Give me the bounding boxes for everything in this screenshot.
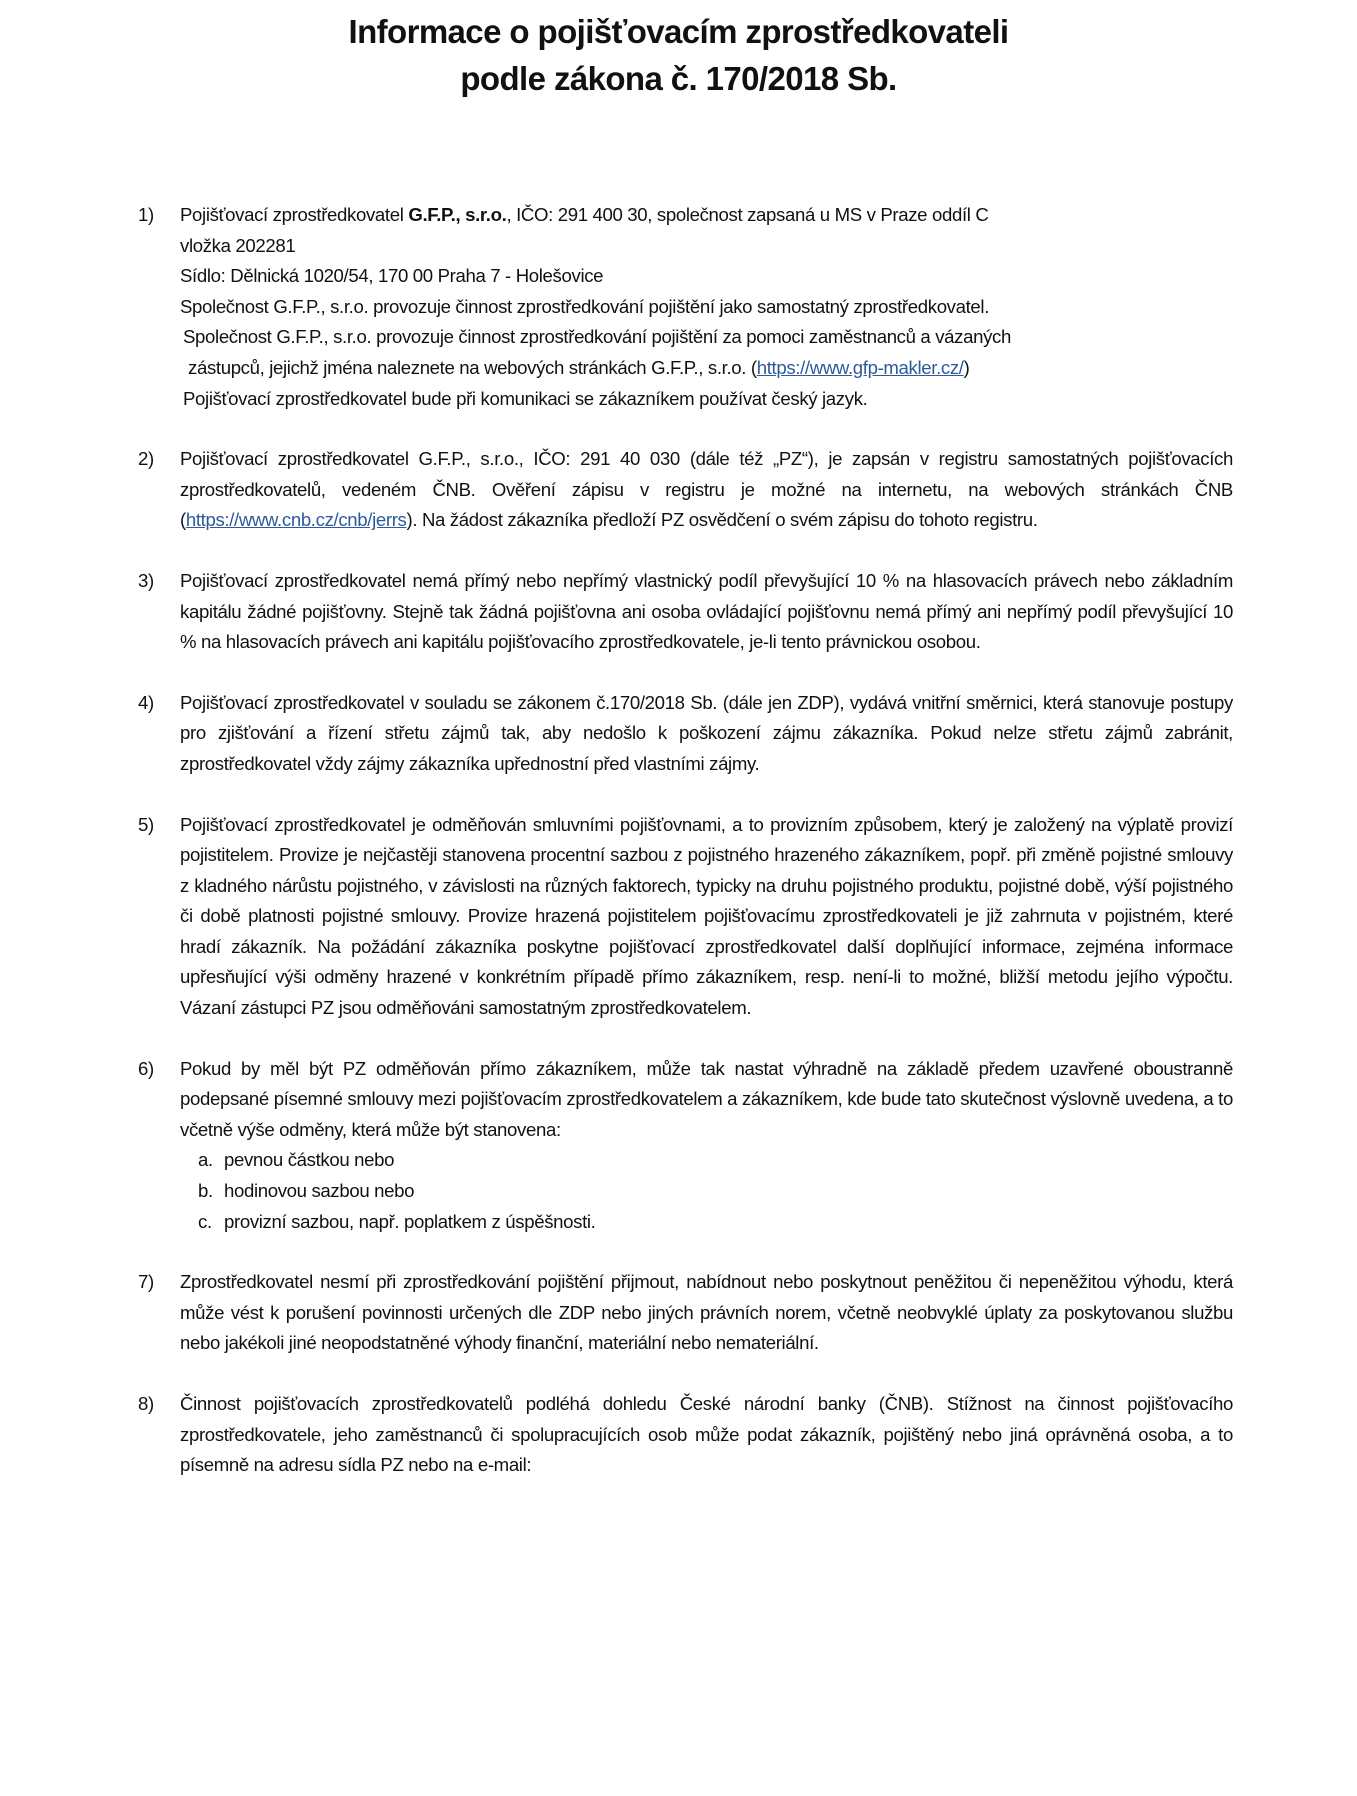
item-number: 8) [138,1393,154,1414]
item-number: 5) [138,813,154,835]
title-line-1: Informace o pojišťovacím zprostředkovateli [348,13,1009,50]
sub-item-a: a. pevnou částkou nebo [198,1149,395,1171]
item-1-line-2: vložka 202281 [180,234,296,256]
list-item-2 [138,444,1233,536]
item-1-address: Sídlo: Dělnická 1020/54, 170 00 Praha 7 - Holešovice [180,265,604,287]
cnb-registry-link[interactable]: https://www.cnb.cz/cnb/jerrs [185,509,407,531]
item-number: 6) [138,1057,154,1079]
list-item-7 [138,1267,1233,1359]
document-title [0,8,1357,102]
company-name: G.F.P., s.r.o. [408,204,507,225]
item-number: 3) [138,569,154,591]
item-number: 4) [138,691,154,713]
sub-item-b: b. hodinovou sazbou nebo [198,1180,415,1202]
item-1-line-6: zástupců, jejichž jména naleznete na webových stránkách G.F.P., s.r.o. (https://www.gfp-makler.cz/) [188,356,970,378]
item-2-text-pre: Pojišťovací zprostředkovatel G.F.P., s.r.o., IČO: 291 40 030 (dále též „PZ“), je zapsán v registru samostatných pojišťovacích zprostředkovatelů, vedeném ČNB. Ověření zápisu v registru je možné na internetu, na webových stránkách ČNB ( [180,448,1233,531]
item-8-text: Činnost pojišťovacích zprostředkovatelů podléhá dohledu České národní banky (ČNB). Stížnost na činnost pojišťovacího zprostředkovatele, jeho zaměstnanců či spolupracujících osob může podat zákazník, pojištěný nebo jiná oprávněná osoba, a to písemně na adresu sídla PZ nebo na e-mail: [180,1393,1233,1476]
item-2-text-post: ). Na žádost zákazníka předloží PZ osvědčení o svém zápisu do tohoto registru. [406,509,1038,531]
gfp-website-link[interactable]: https://www.gfp-makler.cz/ [756,356,964,378]
remuneration-options-list [180,1145,1233,1237]
item-number: 1) [138,204,154,225]
item-1-line-4: Společnost G.F.P., s.r.o. provozuje činnost zprostředkování pojištění jako samostatný zprostředkovatel. [180,295,990,317]
list-item-3 [138,566,1233,658]
item-1-line-1: Pojišťovací zprostředkovatel G.F.P., s.r.o., IČO: 291 400 30, společnost zapsaná u MS v Praze oddíl C [180,204,989,225]
item-3-text: Pojišťovací zprostředkovatel nemá přímý nebo nepřímý vlastnický podíl převyšující 10 % na hlasovacích právech nebo základním kapitálu žádné pojišťovny. Stejně tak žádná pojišťovna ani osoba ovládající pojišťovnu nemá přímý ani nepřímý podíl převyšující 10 % na hlasovacích právech ani kapitálu pojišťovacího zprostředkovatele, je-li tento právnickou osobou. [180,569,1233,653]
title-line-2: podle zákona č. 170/2018 Sb. [460,60,897,97]
list-item-4 [138,688,1233,780]
item-4-text: Pojišťovací zprostředkovatel v souladu se zákonem č.170/2018 Sb. (dále jen ZDP), vydává vnitřní směrnici, která stanovuje postupy pro zjišťování a řízení střetu zájmů tak, aby nedošlo k poškození zájmu zákazníka. Pokud nelze střetu zájmů zabránit, zprostředkovatel vždy zájmy zákazníka upřednostní před vlastními zájmy. [180,691,1233,774]
item-7-text: Zprostředkovatel nesmí při zprostředkování pojištění přijmout, nabídnout nebo poskytnout peněžitou či nepeněžitou výhodu, která může vést k porušení povinnosti určených dle ZDP nebo jiných právních norem, včetně neobvyklé úplaty za poskytovanou službu nebo jakékoli jiné neopodstatněné výhody finanční, materiální nebo nemateriální. [180,1271,1233,1354]
item-1-line-7: Pojišťovací zprostředkovatel bude při komunikaci se zákazníkem používat český jazyk. [183,387,868,409]
item-6-text: Pokud by měl být PZ odměňován přímo zákazníkem, může tak nastat výhradně na základě předem uzavřené oboustranně podepsané písemné smlouvy mezi pojišťovacím zprostředkovatelem a zákazníkem, kde bude tato skutečnost výslovně uvedena, a to včetně výše odměny, která může být stanovena: [180,1057,1233,1140]
item-number: 2) [138,448,154,470]
item-5-text: Pojišťovací zprostředkovatel je odměňován smluvními pojišťovnami, a to provizním způsobem, který je založený na výplatě provizí pojistitelem. Provize je nejčastěji stanovena procentní sazbou z pojistného hrazeného zákazníkem, popř. při změně pojistné smlouvy z kladného nárůstu pojistného, v závislosti na různých faktorech, typicky na druhu pojistného produktu, pojistné době, výší pojistného či době platnosti pojistné smlouvy. Provize hrazená pojistitelem pojišťovacímu zprostředkovateli je již zahrnuta v pojistném, které hradí zákazník. Na požádání zákazníka poskytne pojišťovací zprostředkovatel další doplňující informace, zejména informace upřesňující výši odměny hrazené v konkrétním případě přímo zákazníkem, resp. není-li to možné, bližší metodu jejího výpočtu. Vázaní zástupci PZ jsou odměňováni samostatným zprostředkovatelem. [180,813,1233,1019]
list-item-6 [138,1054,1233,1238]
list-item-1 [138,200,1233,414]
list-item-5 [138,810,1233,1024]
item-number: 7) [138,1271,154,1293]
list-item-8 [138,1389,1233,1481]
numbered-list [138,200,1233,1511]
item-1-line-5: Společnost G.F.P., s.r.o. provozuje činnost zprostředkování pojištění za pomoci zaměstnanců a vázaných [183,326,1011,348]
sub-item-c: c. provizní sazbou, např. poplatkem z úspěšnosti. [198,1210,596,1232]
